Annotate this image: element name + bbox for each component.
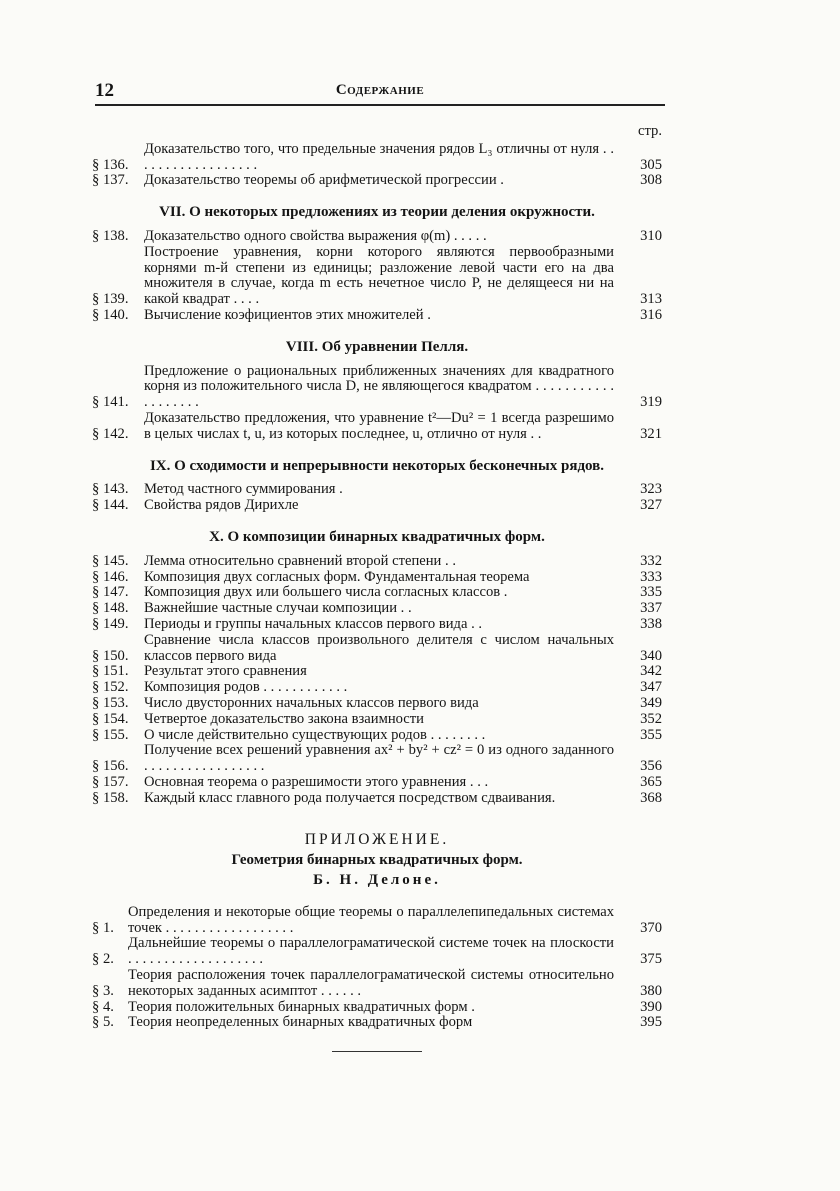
entry-text: Доказательство теоремы об арифметической прогрессии .	[144, 172, 504, 189]
entry-number: § 140.	[92, 306, 129, 323]
entry-number: § 153.	[92, 694, 129, 711]
toc-entry	[92, 554, 662, 570]
entry-text: Число двусторонних начальных классов первого вида	[144, 694, 479, 711]
entry-text: Свойства рядов Дирихле	[144, 497, 299, 514]
entry-number: § 156.	[92, 758, 129, 775]
entry-text: Сравнение числа классов произвольного делителя с числом начальных классов первого вида	[144, 631, 614, 664]
appendix-entries	[92, 905, 662, 1031]
entry-number: § 157.	[92, 773, 129, 790]
toc-entry	[92, 585, 662, 601]
entry-number: § 154.	[92, 710, 129, 727]
entry-text: Теория расположения точек параллелограматической системы относительно некоторых заданных асимптот . . . . . .	[128, 967, 614, 999]
entry-page: 327	[640, 497, 662, 514]
entry-number: § 142.	[92, 425, 129, 442]
entry-number: § 155.	[92, 726, 129, 743]
chapter-title: X. О композиции бинарных квадратичных форм.	[209, 528, 545, 545]
toc-entry	[92, 905, 662, 937]
toc-entry	[92, 743, 662, 775]
end-rule	[332, 1051, 422, 1052]
entry-text: Построение уравнения, корни которого являются первообразными корнями m-й степени из единицы; разложение левой части его на два множителя в случае, когда m есть нечетное число P, не делящееся ни на какой квадрат . . . .	[144, 243, 614, 308]
entry-page: 395	[640, 1014, 662, 1031]
entry-number: § 136.	[92, 156, 129, 173]
top-entries	[92, 142, 662, 189]
entry-page: 355	[640, 726, 662, 743]
chapter-title: VII. О некоторых предложениях из теории деления окружности.	[159, 204, 595, 221]
entry-text: Периоды и группы начальных классов первого вида . .	[144, 615, 483, 632]
entry-number: § 137.	[92, 172, 129, 189]
toc-entry	[92, 728, 662, 744]
toc-entry	[92, 570, 662, 586]
entry-page: 321	[640, 425, 662, 442]
entry-text: Каждый класс главного рода получается посредством сдваивания.	[144, 789, 556, 806]
entry-text: Получение всех решений уравнения ax² + by² + cz² = 0 из одного заданного . . . . . . . . . . . . . . . . .	[144, 742, 614, 775]
toc-entry	[92, 775, 662, 791]
toc-entry	[92, 601, 662, 617]
toc-entry	[92, 173, 662, 189]
toc-entry	[92, 633, 662, 665]
entry-text: Предложение о рациональных приближенных значениях для квадратного корня из положительного числа D, не являющегося квадратом . . . . . . . . . . . . . . . . . . .	[144, 362, 614, 411]
toc-entry	[92, 245, 662, 308]
entry-number: § 151.	[92, 663, 129, 680]
toc-entry	[92, 308, 662, 324]
entry-text: О числе действительно существующих родов . . . . . . . .	[144, 726, 486, 743]
entry-text: Важнейшие частные случаи композиции . .	[144, 600, 412, 617]
entry-text: Композиция двух согласных форм. Фундаментальная теорема	[144, 568, 530, 585]
entry-page: 365	[640, 773, 662, 790]
entry-page: 323	[640, 481, 662, 498]
entry-text: Теория неопределенных бинарных квадратичных форм	[128, 1014, 473, 1031]
entry-page: 338	[640, 615, 662, 632]
entry-number: § 5.	[92, 1014, 114, 1031]
toc-entry	[92, 411, 662, 443]
entry-page: 375	[640, 951, 662, 968]
entry-text: Метод частного суммирования .	[144, 481, 343, 498]
entry-page: 352	[640, 710, 662, 727]
entry-number: § 149.	[92, 615, 129, 632]
entry-page: 332	[640, 552, 662, 569]
entry-text: Доказательство одного свойства выражения φ(m) . . . . .	[144, 227, 487, 244]
entry-page: 347	[640, 679, 662, 696]
entry-text: Вычисление коэфициентов этих множителей .	[144, 306, 431, 323]
running-title: Содержание	[335, 82, 425, 98]
entry-text: Лемма относительно сравнений второй степени . .	[144, 552, 456, 569]
toc-entry	[92, 364, 662, 411]
table-of-contents	[92, 124, 662, 1052]
toc-entry	[92, 229, 662, 245]
toc-entry	[92, 791, 662, 807]
appendix-title: ПРИЛОЖЕНИЕ.	[304, 831, 450, 849]
entry-number: § 148.	[92, 600, 129, 617]
entry-number: § 138.	[92, 227, 129, 244]
entry-number: § 147.	[92, 584, 129, 601]
toc-entry	[92, 696, 662, 712]
entry-number: § 3.	[92, 982, 114, 999]
toc-entry	[92, 1000, 662, 1016]
entry-number: § 152.	[92, 679, 129, 696]
entry-page: 319	[640, 394, 662, 411]
entry-number: § 1.	[92, 919, 114, 936]
entry-page: 349	[640, 694, 662, 711]
entry-page: 368	[640, 789, 662, 806]
entry-page: 313	[640, 291, 662, 308]
entry-page: 308	[640, 172, 662, 189]
entry-page: 337	[640, 600, 662, 617]
page-column-label: стр.	[638, 123, 662, 139]
entry-text: Доказательство предложения, что уравнение t²—Du² = 1 всегда разрешимо в целых числах t, u, из которых последнее, u, отлично от нуля . .	[144, 409, 614, 442]
entry-page: 356	[640, 758, 662, 775]
toc-entry	[92, 498, 662, 514]
toc-entry	[92, 1015, 662, 1031]
entry-page: 316	[640, 306, 662, 323]
entry-text: Композиция двух или большего числа согласных классов .	[144, 584, 508, 601]
entry-text: Четвертое доказательство закона взаимности	[144, 710, 424, 727]
entry-text: Композиция родов . . . . . . . . . . . .	[144, 679, 348, 696]
appendix-subtitle: Геометрия бинарных квадратичных форм.	[231, 852, 523, 869]
entry-text: Теория положительных бинарных квадратичных форм .	[128, 998, 475, 1015]
entry-page: 380	[640, 982, 662, 999]
page-number: 12	[95, 80, 114, 101]
entry-number: § 145.	[92, 552, 129, 569]
toc-entry	[92, 968, 662, 1000]
entry-page: 370	[640, 919, 662, 936]
entry-page: 333	[640, 568, 662, 585]
entry-page: 310	[640, 227, 662, 244]
toc-entry	[92, 664, 662, 680]
entry-text: Определения и некоторые общие теоремы о параллелепипедальных системах точек . . . . . . . . . . . . . . . . . .	[128, 903, 614, 936]
entry-number: § 139.	[92, 291, 129, 308]
entry-page: 390	[640, 998, 662, 1015]
toc-entry	[92, 936, 662, 968]
toc-entry	[92, 142, 662, 174]
toc-entry	[92, 482, 662, 498]
entry-text: Основная теорема о разрешимости этого уравнения . . .	[144, 773, 489, 790]
header-rule	[95, 104, 665, 106]
entry-page: 340	[640, 647, 662, 664]
entry-number: § 150.	[92, 647, 129, 664]
entry-number: § 146.	[92, 568, 129, 585]
toc-entry	[92, 680, 662, 696]
entry-text: Дальнейшие теоремы о параллелограматической системе точек на плоскости . . . . . . . . . . . . . . . . . . .	[128, 935, 614, 968]
entry-number: § 144.	[92, 497, 129, 514]
entry-page: 305	[640, 156, 662, 173]
entry-number: § 2.	[92, 951, 114, 968]
entry-text: Доказательство того, что предельные значения рядов L₃ отличны от нуля . . . . . . . . . . . . . . . . . .	[144, 140, 614, 173]
entry-number: § 141.	[92, 394, 129, 411]
chapter-title: VIII. Об уравнении Пелля.	[285, 338, 469, 355]
entry-page: 335	[640, 584, 662, 601]
entry-page: 342	[640, 663, 662, 680]
toc-entry	[92, 617, 662, 633]
entry-number: § 143.	[92, 481, 129, 498]
entry-number: § 4.	[92, 998, 114, 1015]
chapter-title: IX. О сходимости и непрерывности некоторых бесконечных рядов.	[149, 457, 605, 474]
entry-number: § 158.	[92, 789, 129, 806]
toc-entry	[92, 712, 662, 728]
page-header	[95, 80, 665, 106]
entry-text: Результат этого сравнения	[144, 663, 307, 680]
appendix-author: Б. Н. Делоне.	[313, 872, 441, 889]
